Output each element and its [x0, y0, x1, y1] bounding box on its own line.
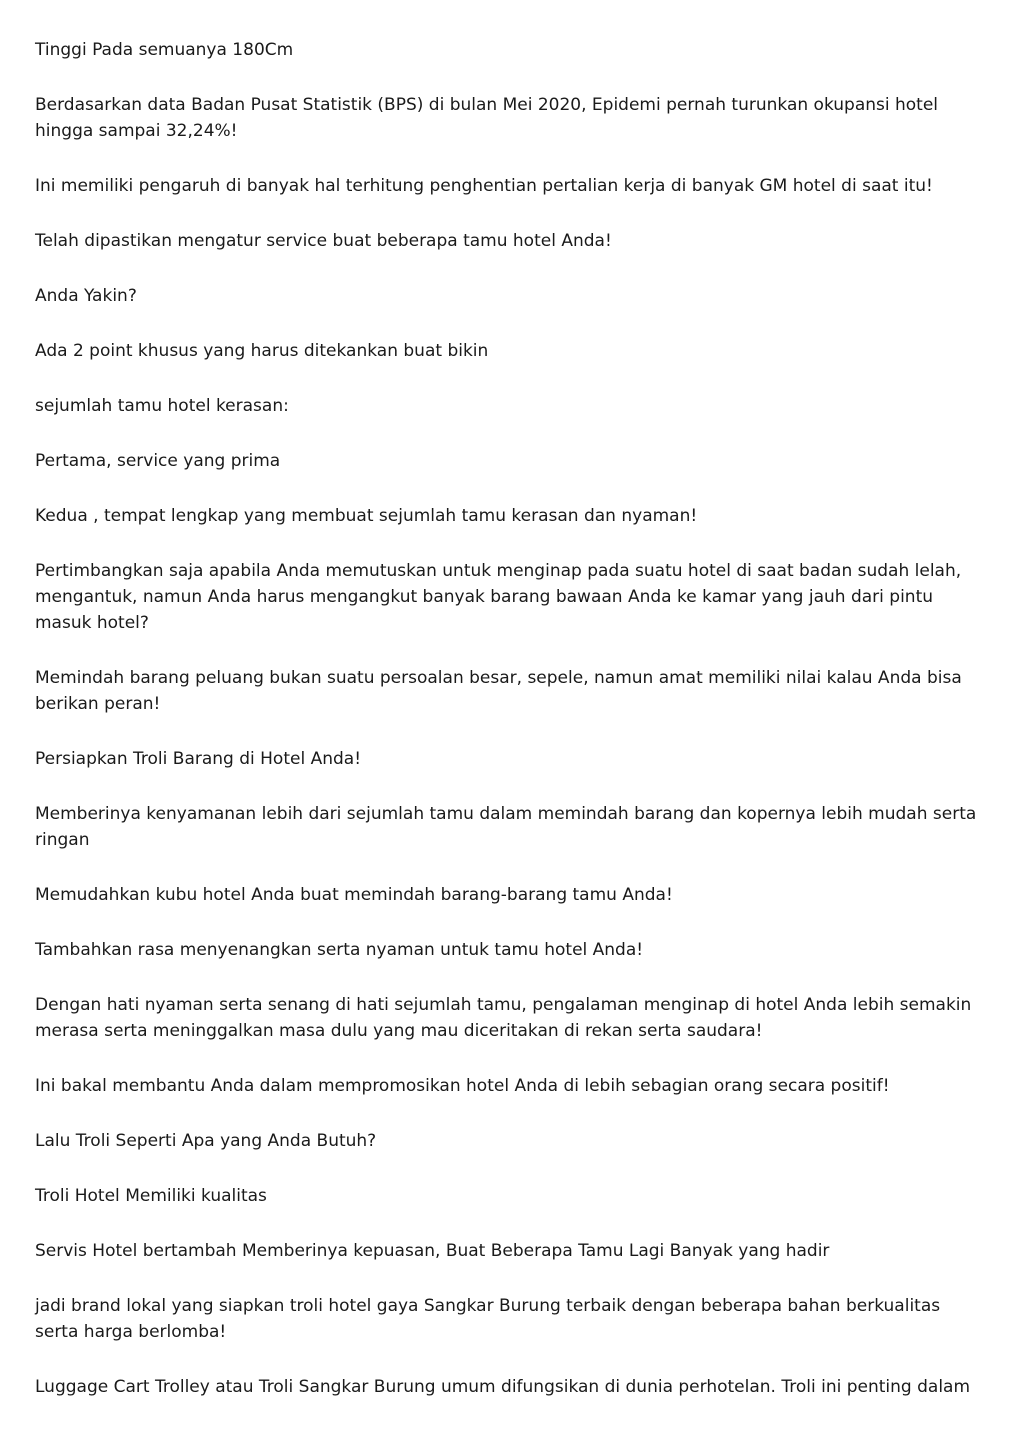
paragraph-ease: Memudahkan kubu hotel Anda buat memindah barang-barang tamu Anda!	[35, 885, 673, 905]
paragraph-first-point: Pertama, service yang prima	[35, 451, 281, 471]
paragraph-luggage-cart: Luggage Cart Trolley atau Troli Sangkar Burung umum difungsikan di dunia perhotelan. Troli ini penting dalam	[35, 1377, 971, 1397]
paragraph-local-brand: jadi brand lokal yang siapkan troli hotel gaya Sangkar Burung terbaik dengan beberapa bahan berkualitas serta harga berlomba!	[35, 1296, 941, 1342]
paragraph-which-trolley: Lalu Troli Seperti Apa yang Anda Butuh?	[35, 1131, 377, 1151]
paragraph-second-point: Kedua , tempat lengkap yang membuat sejumlah tamu kerasan dan nyaman!	[35, 506, 698, 526]
paragraph-hotel-service: Servis Hotel bertambah Memberinya kepuasan, Buat Beberapa Tamu Lagi Banyak yang hadir	[35, 1241, 830, 1261]
paragraph-prepare-trolley: Persiapkan Troli Barang di Hotel Anda!	[35, 749, 362, 769]
paragraph-experience: Dengan hati nyaman serta senang di hati sejumlah tamu, pengalaman menginap di hotel Anda lebih semakin merasa serta meninggalkan masa dulu yang mau diceritakan di rekan serta saudara!	[35, 995, 972, 1041]
paragraph-question: Anda Yakin?	[35, 286, 137, 306]
paragraph-comfort: Memberinya kenyamanan lebih dari sejumlah tamu dalam memindah barang dan kopernya lebih mudah serta ringan	[35, 804, 977, 850]
paragraph-consider: Pertimbangkan saja apabila Anda memutuskan untuk menginap pada suatu hotel di saat badan sudah lelah, mengantuk, namun Anda harus mengangkut banyak barang bawaan Anda ke kamar yang jauh dari pintu masuk hotel?	[35, 561, 962, 633]
paragraph-promote: Ini bakal membantu Anda dalam mempromosikan hotel Anda di lebih sebagian orang secara positif!	[35, 1076, 890, 1096]
paragraph-impact: Ini memiliki pengaruh di banyak hal terhitung penghentian pertalian kerja di banyak GM hotel di saat itu!	[35, 176, 933, 196]
paragraph-bps-data: Berdasarkan data Badan Pusat Statistik (BPS) di bulan Mei 2020, Epidemi pernah turunkan okupansi hotel hingga sampai 32,24%!	[35, 95, 939, 141]
paragraph-moving-goods: Memindah barang peluang bukan suatu persoalan besar, sepele, namun amat memiliki nilai kalau Anda bisa berikan peran!	[35, 668, 962, 714]
document-page	[35, 37, 985, 1400]
paragraph-quality: Troli Hotel Memiliki kualitas	[35, 1186, 267, 1206]
paragraph-height: Tinggi Pada semuanya 180Cm	[35, 40, 294, 60]
paragraph-service: Telah dipastikan mengatur service buat beberapa tamu hotel Anda!	[35, 231, 612, 251]
paragraph-pleasant: Tambahkan rasa menyenangkan serta nyaman untuk tamu hotel Anda!	[35, 940, 644, 960]
paragraph-two-points: Ada 2 point khusus yang harus ditekankan buat bikin	[35, 341, 489, 361]
paragraph-guests-comfortable: sejumlah tamu hotel kerasan:	[35, 396, 289, 416]
